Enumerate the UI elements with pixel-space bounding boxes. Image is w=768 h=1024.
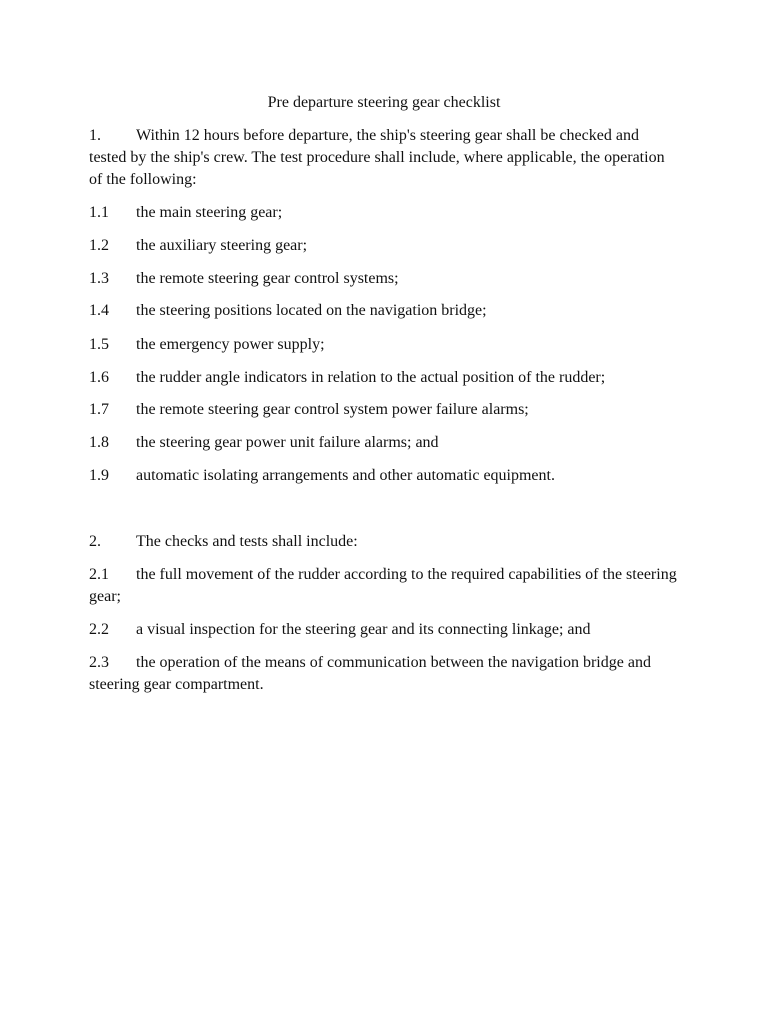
section-1-paragraph: [89, 125, 679, 191]
section-2-paragraph: [89, 531, 679, 553]
item-number: 1.3: [89, 270, 109, 287]
item-number: 1.9: [89, 467, 109, 484]
list-item: [89, 334, 679, 356]
item-number: 1.6: [89, 369, 109, 386]
section-text: The checks and tests shall include:: [136, 533, 358, 550]
item-number: 1.1: [89, 204, 109, 221]
item-text: the steering gear power unit failure alarms; and: [136, 434, 439, 451]
item-text: the full movement of the rudder according to the required capabilities of the steering gear;: [89, 566, 677, 605]
list-item: [89, 564, 679, 608]
item-text: the remote steering gear control system power failure alarms;: [136, 401, 529, 418]
document-title: Pre departure steering gear checklist: [267, 94, 501, 111]
item-number: 1.4: [89, 302, 109, 319]
item-text: the rudder angle indicators in relation to the actual position of the rudder;: [136, 369, 606, 386]
list-item: [89, 465, 679, 487]
item-text: automatic isolating arrangements and other automatic equipment.: [136, 467, 555, 484]
list-item: [89, 652, 679, 696]
item-number: 1.8: [89, 434, 109, 451]
list-item: [89, 202, 679, 224]
item-text: the auxiliary steering gear;: [136, 237, 308, 254]
item-text: the remote steering gear control systems;: [136, 270, 399, 287]
item-text: the operation of the means of communication between the navigation bridge and steering gear compartment.: [89, 654, 651, 693]
item-number: 1.5: [89, 336, 109, 353]
item-text: the steering positions located on the navigation bridge;: [136, 302, 487, 319]
item-number: 2.1: [89, 566, 109, 583]
list-item: [89, 619, 679, 641]
item-number: 2.2: [89, 621, 109, 638]
item-number: 1.7: [89, 401, 109, 418]
section-text: Within 12 hours before departure, the ship's steering gear shall be checked and tested by the ship's crew. The test procedure shall include, where applicable, the operation of the following:: [89, 127, 665, 188]
item-number: 2.3: [89, 654, 109, 671]
section-number: 1.: [89, 127, 101, 144]
list-item: [89, 268, 679, 290]
list-item: [89, 399, 679, 421]
section-number: 2.: [89, 533, 101, 550]
item-number: 1.2: [89, 237, 109, 254]
list-item: [89, 432, 679, 454]
item-text: the emergency power supply;: [136, 336, 325, 353]
list-item: [89, 367, 679, 389]
list-item: [89, 300, 679, 322]
list-item: [89, 235, 679, 257]
item-text: a visual inspection for the steering gear and its connecting linkage; and: [136, 621, 591, 638]
item-text: the main steering gear;: [136, 204, 283, 221]
